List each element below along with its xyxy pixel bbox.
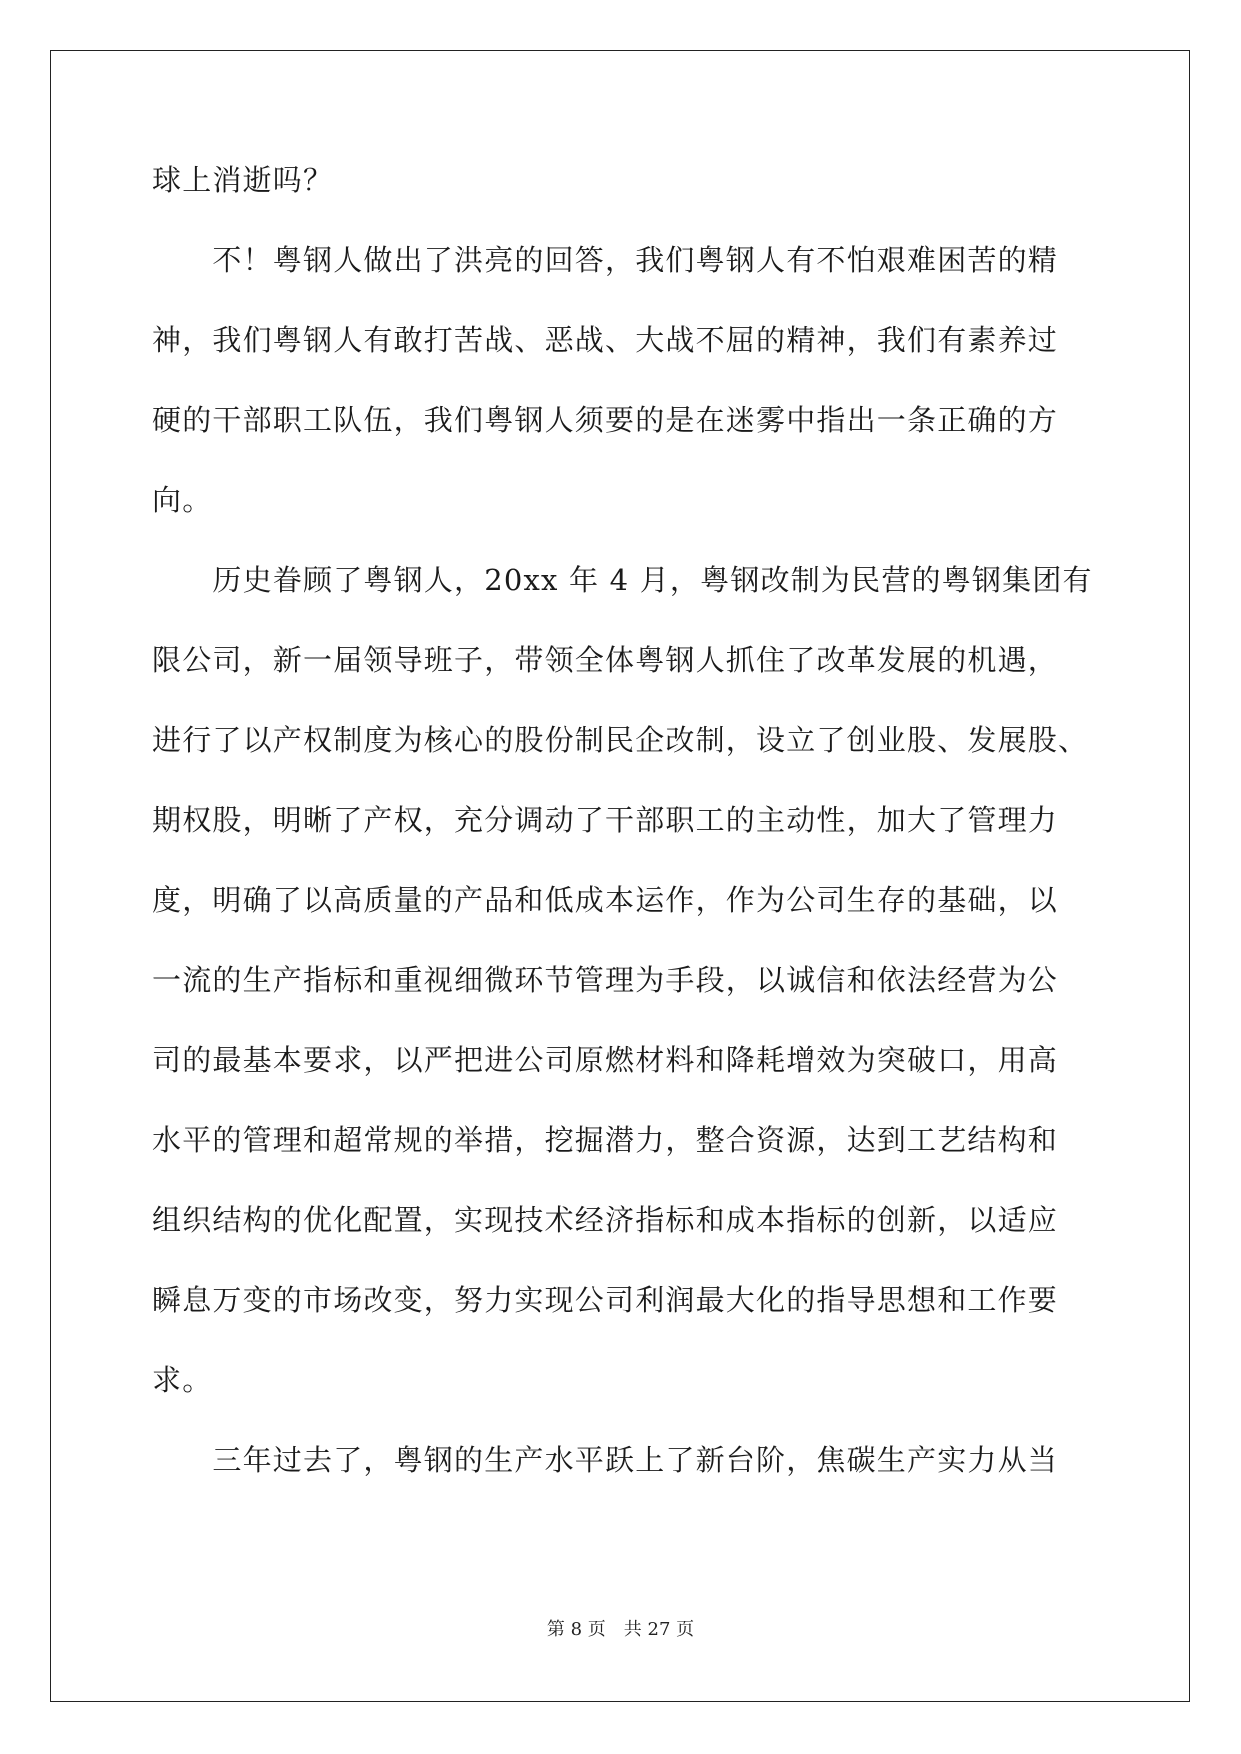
text-line: 限公司，新一届领导班子，带领全体粤钢人抓住了改革发展的机遇， — [152, 643, 1059, 677]
page-number: 第 8 页 — [546, 1619, 606, 1640]
text-line: 求。 — [152, 1363, 213, 1397]
page-footer — [0, 1618, 1241, 1642]
text-line: 度，明确了以高质量的产品和低成本运作，作为公司生存的基础，以 — [152, 883, 1059, 917]
text-line: 球上消逝吗？ — [152, 163, 334, 197]
text-line: 组织结构的优化配置，实现技术经济指标和成本指标的创新，以适应 — [152, 1203, 1059, 1237]
text-line: 不！粤钢人做出了洪亮的回答，我们粤钢人有不怕艰难困苦的精 — [152, 243, 1059, 277]
text-line: 司的最基本要求，以严把进公司原燃材料和降耗增效为突破口，用高 — [152, 1043, 1059, 1077]
text-line: 历史眷顾了粤钢人，20xx 年 4 月，粤钢改制为民营的粤钢集团有 — [152, 563, 1093, 597]
text-line: 神，我们粤钢人有敢打苦战、恶战、大战不屈的精神，我们有素养过 — [152, 323, 1059, 357]
text-line: 期权股，明晰了产权，充分调动了干部职工的主动性，加大了管理力 — [152, 803, 1059, 837]
text-line: 瞬息万变的市场改变，努力实现公司利润最大化的指导思想和工作要 — [152, 1283, 1059, 1317]
text-line: 一流的生产指标和重视细微环节管理为手段，以诚信和依法经营为公 — [152, 963, 1059, 997]
text-line: 硬的干部职工队伍，我们粤钢人须要的是在迷雾中指出一条正确的方 — [152, 403, 1059, 437]
document-body — [152, 160, 1092, 1520]
text-line: 进行了以产权制度为核心的股份制民企改制，设立了创业股、发展股、 — [152, 723, 1089, 757]
page-total: 共 27 页 — [623, 1619, 695, 1640]
text-line: 三年过去了，粤钢的生产水平跃上了新台阶，焦碳生产实力从当 — [152, 1443, 1059, 1477]
text-line: 水平的管理和超常规的举措，挖掘潜力，整合资源，达到工艺结构和 — [152, 1123, 1059, 1157]
text-line: 向。 — [152, 483, 213, 517]
